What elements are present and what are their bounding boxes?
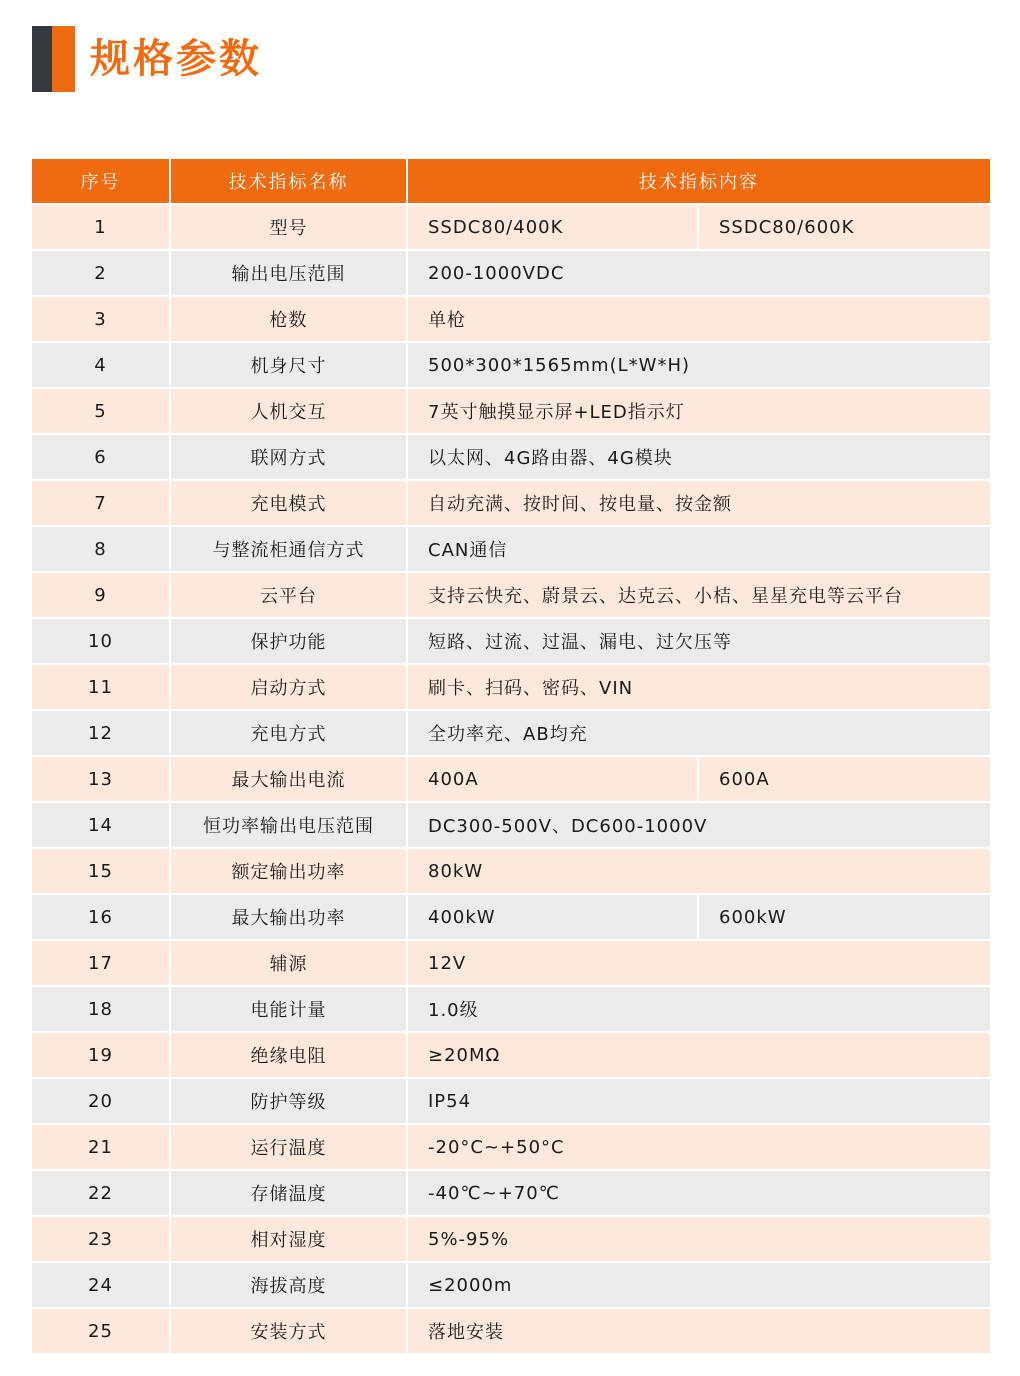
table-header-row (32, 159, 990, 203)
table-row (32, 389, 990, 433)
spec-value: 以太网、4G路由器、4G模块 (406, 435, 990, 479)
header-no: 序号 (32, 159, 169, 203)
spec-value: DC300-500V、DC600-1000V (406, 803, 990, 847)
row-number: 14 (32, 803, 169, 847)
spec-value: 600A (697, 757, 990, 801)
row-number: 3 (32, 297, 169, 341)
spec-name: 输出电压范围 (169, 251, 406, 295)
row-number: 24 (32, 1263, 169, 1307)
spec-name: 保护功能 (169, 619, 406, 663)
spec-value: -40℃~+70℃ (406, 1171, 990, 1215)
page-title: 规格参数 (90, 36, 262, 82)
spec-name: 充电方式 (169, 711, 406, 755)
spec-name: 相对湿度 (169, 1217, 406, 1261)
row-number: 13 (32, 757, 169, 801)
spec-value: 80kW (406, 849, 990, 893)
table-row (32, 1217, 990, 1261)
spec-value: 5%-95% (406, 1217, 990, 1261)
spec-value: 短路、过流、过温、漏电、过欠压等 (406, 619, 990, 663)
spec-name: 人机交互 (169, 389, 406, 433)
table-row (32, 1125, 990, 1169)
spec-value: 1.0级 (406, 987, 990, 1031)
table-row (32, 1079, 990, 1123)
row-number: 15 (32, 849, 169, 893)
accent-bar-dark (32, 26, 52, 92)
spec-name: 辅源 (169, 941, 406, 985)
table-row (32, 987, 990, 1031)
row-number: 19 (32, 1033, 169, 1077)
table-row (32, 527, 990, 571)
spec-name: 运行温度 (169, 1125, 406, 1169)
spec-name: 机身尺寸 (169, 343, 406, 387)
table-row (32, 1263, 990, 1307)
table-row (32, 941, 990, 985)
spec-name: 绝缘电阻 (169, 1033, 406, 1077)
table-row (32, 573, 990, 617)
row-number: 1 (32, 205, 169, 249)
table-row (32, 343, 990, 387)
spec-value: IP54 (406, 1079, 990, 1123)
spec-name: 枪数 (169, 297, 406, 341)
spec-value: 落地安装 (406, 1309, 990, 1353)
row-number: 9 (32, 573, 169, 617)
spec-name: 型号 (169, 205, 406, 249)
spec-value: -20°C~+50°C (406, 1125, 990, 1169)
spec-name: 恒功率输出电压范围 (169, 803, 406, 847)
row-number: 17 (32, 941, 169, 985)
spec-value: ≥20MΩ (406, 1033, 990, 1077)
spec-name: 最大输出功率 (169, 895, 406, 939)
row-number: 2 (32, 251, 169, 295)
table-row (32, 757, 990, 801)
spec-value: SSDC80/400K (406, 205, 697, 249)
spec-name: 云平台 (169, 573, 406, 617)
row-number: 21 (32, 1125, 169, 1169)
spec-name: 联网方式 (169, 435, 406, 479)
spec-name: 存储温度 (169, 1171, 406, 1215)
spec-value: 单枪 (406, 297, 990, 341)
row-number: 12 (32, 711, 169, 755)
row-number: 22 (32, 1171, 169, 1215)
row-number: 10 (32, 619, 169, 663)
spec-value: ≤2000m (406, 1263, 990, 1307)
row-number: 4 (32, 343, 169, 387)
spec-value: 全功率充、AB均充 (406, 711, 990, 755)
spec-name: 与整流柜通信方式 (169, 527, 406, 571)
table-row (32, 1309, 990, 1353)
header-content: 技术指标内容 (406, 159, 990, 203)
spec-value: 7英寸触摸显示屏+LED指示灯 (406, 389, 990, 433)
table-row (32, 1171, 990, 1215)
header-name: 技术指标名称 (169, 159, 406, 203)
row-number: 16 (32, 895, 169, 939)
spec-value: 12V (406, 941, 990, 985)
table-row (32, 1033, 990, 1077)
spec-name: 最大输出电流 (169, 757, 406, 801)
spec-name: 电能计量 (169, 987, 406, 1031)
spec-table (32, 157, 990, 1355)
spec-value: SSDC80/600K (697, 205, 990, 249)
row-number: 20 (32, 1079, 169, 1123)
spec-value: 400A (406, 757, 697, 801)
table-row (32, 849, 990, 893)
table-row (32, 297, 990, 341)
row-number: 25 (32, 1309, 169, 1353)
row-number: 6 (32, 435, 169, 479)
spec-value: 500*300*1565mm(L*W*H) (406, 343, 990, 387)
table-row (32, 481, 990, 525)
spec-name: 额定输出功率 (169, 849, 406, 893)
spec-value: 刷卡、扫码、密码、VIN (406, 665, 990, 709)
spec-name: 海拔高度 (169, 1263, 406, 1307)
row-number: 5 (32, 389, 169, 433)
row-number: 11 (32, 665, 169, 709)
spec-name: 安装方式 (169, 1309, 406, 1353)
section-header (32, 26, 262, 92)
table-row (32, 665, 990, 709)
table-row (32, 619, 990, 663)
spec-value: CAN通信 (406, 527, 990, 571)
spec-name: 充电模式 (169, 481, 406, 525)
row-number: 8 (32, 527, 169, 571)
spec-value: 200-1000VDC (406, 251, 990, 295)
spec-value: 400kW (406, 895, 697, 939)
table-row (32, 435, 990, 479)
spec-name: 启动方式 (169, 665, 406, 709)
spec-value: 支持云快充、蔚景云、达克云、小桔、星星充电等云平台 (406, 573, 990, 617)
spec-value: 600kW (697, 895, 990, 939)
table-body (32, 205, 990, 1353)
row-number: 7 (32, 481, 169, 525)
spec-value: 自动充满、按时间、按电量、按金额 (406, 481, 990, 525)
table-row (32, 803, 990, 847)
table-row (32, 205, 990, 249)
table-row (32, 251, 990, 295)
table-row (32, 711, 990, 755)
accent-bar-orange (52, 26, 75, 92)
row-number: 23 (32, 1217, 169, 1261)
table-row (32, 895, 990, 939)
row-number: 18 (32, 987, 169, 1031)
spec-name: 防护等级 (169, 1079, 406, 1123)
